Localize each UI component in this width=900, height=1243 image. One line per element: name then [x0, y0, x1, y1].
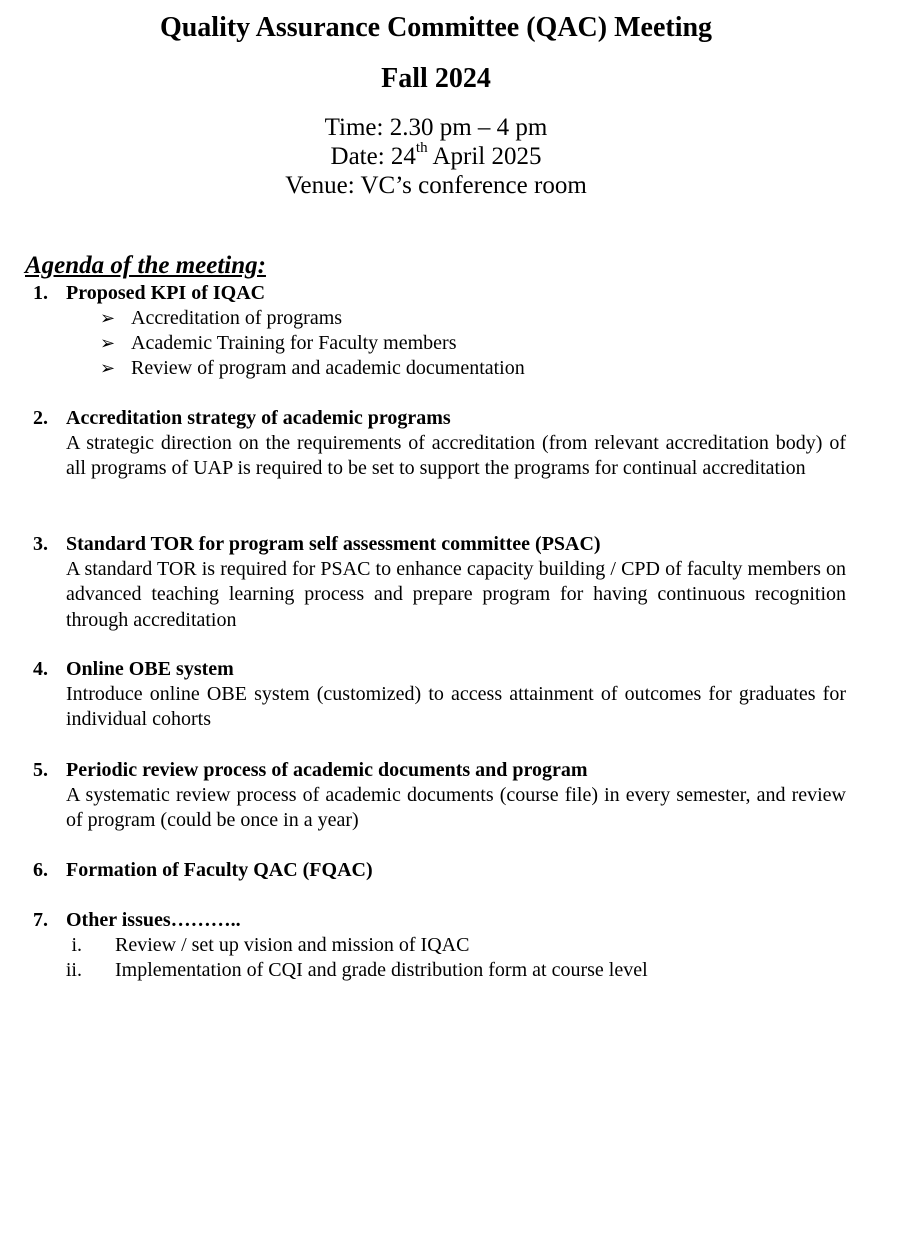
- document-title: Quality Assurance Committee (QAC) Meeting: [159, 12, 713, 43]
- agenda-item-3-title: Standard TOR for program self assessment committee (PSAC): [66, 533, 601, 555]
- agenda-item-6-title: Formation of Faculty QAC (FQAC): [66, 859, 373, 881]
- meeting-time: Time: 2.30 pm – 4 pm: [324, 114, 548, 141]
- agenda-item-4-title: Online OBE system: [66, 658, 234, 680]
- arrow-bullet-icon: ➢: [100, 333, 116, 353]
- agenda-item-5-body: A systematic review process of academic documents (course file) in every semester, and review of program (could be once in a year): [66, 784, 846, 832]
- agenda-heading: Agenda of the meeting:: [25, 252, 266, 279]
- bullet-text: Academic Training for Faculty members: [131, 332, 457, 354]
- meeting-venue: Venue: VC’s conference room: [285, 172, 587, 199]
- agenda-item-3-number: 3.: [33, 533, 48, 555]
- agenda-item-1-number: 1.: [33, 282, 48, 304]
- bullet-text: Review of program and academic documentation: [131, 357, 525, 379]
- agenda-item-4-number: 4.: [33, 658, 48, 680]
- agenda-item-4-body: Introduce online OBE system (customized) to access attainment of outcomes for graduates for individual cohorts: [66, 683, 846, 731]
- bullet-text: Accreditation of programs: [131, 307, 343, 329]
- agenda-item-2-body: A strategic direction on the requirements of accreditation (from relevant accreditation body) of all programs of UAP is required to be set to support the programs for continual accreditation: [66, 432, 846, 480]
- agenda-item-7-subitem-2-text: Implementation of CQI and grade distribution form at course level: [115, 959, 648, 981]
- agenda-item-2-title: Accreditation strategy of academic programs: [66, 407, 451, 429]
- agenda-item-5-number: 5.: [33, 759, 48, 781]
- meeting-date-prefix: Date: 24: [330, 143, 416, 170]
- document-subtitle: Fall 2024: [381, 63, 491, 94]
- agenda-item-3-body: A standard TOR is required for PSAC to enhance capacity building / CPD of faculty members on advanced teaching learning process and prepare program for having continuous recognition through accreditation: [66, 558, 846, 631]
- meeting-date-suffix: April 2025: [427, 143, 542, 170]
- arrow-bullet-icon: ➢: [100, 308, 116, 328]
- agenda-item-7-subitem-1-text: Review / set up vision and mission of IQAC: [115, 934, 470, 956]
- agenda-item-7-subitem-1-number: i.: [71, 934, 82, 956]
- meeting-date-ordinal: th: [415, 139, 428, 156]
- agenda-item-7-title: Other issues………..: [66, 909, 241, 931]
- agenda-item-2-number: 2.: [33, 407, 48, 429]
- agenda-item-5-title: Periodic review process of academic documents and program: [66, 759, 588, 781]
- meeting-date: [0, 139, 872, 171]
- agenda-item-1-title: Proposed KPI of IQAC: [66, 282, 266, 304]
- agenda-item-7-number: 7.: [33, 909, 48, 931]
- arrow-bullet-icon: ➢: [100, 358, 116, 378]
- agenda-item-7-subitem-2-number: ii.: [65, 959, 82, 981]
- agenda-item-6-number: 6.: [33, 859, 48, 881]
